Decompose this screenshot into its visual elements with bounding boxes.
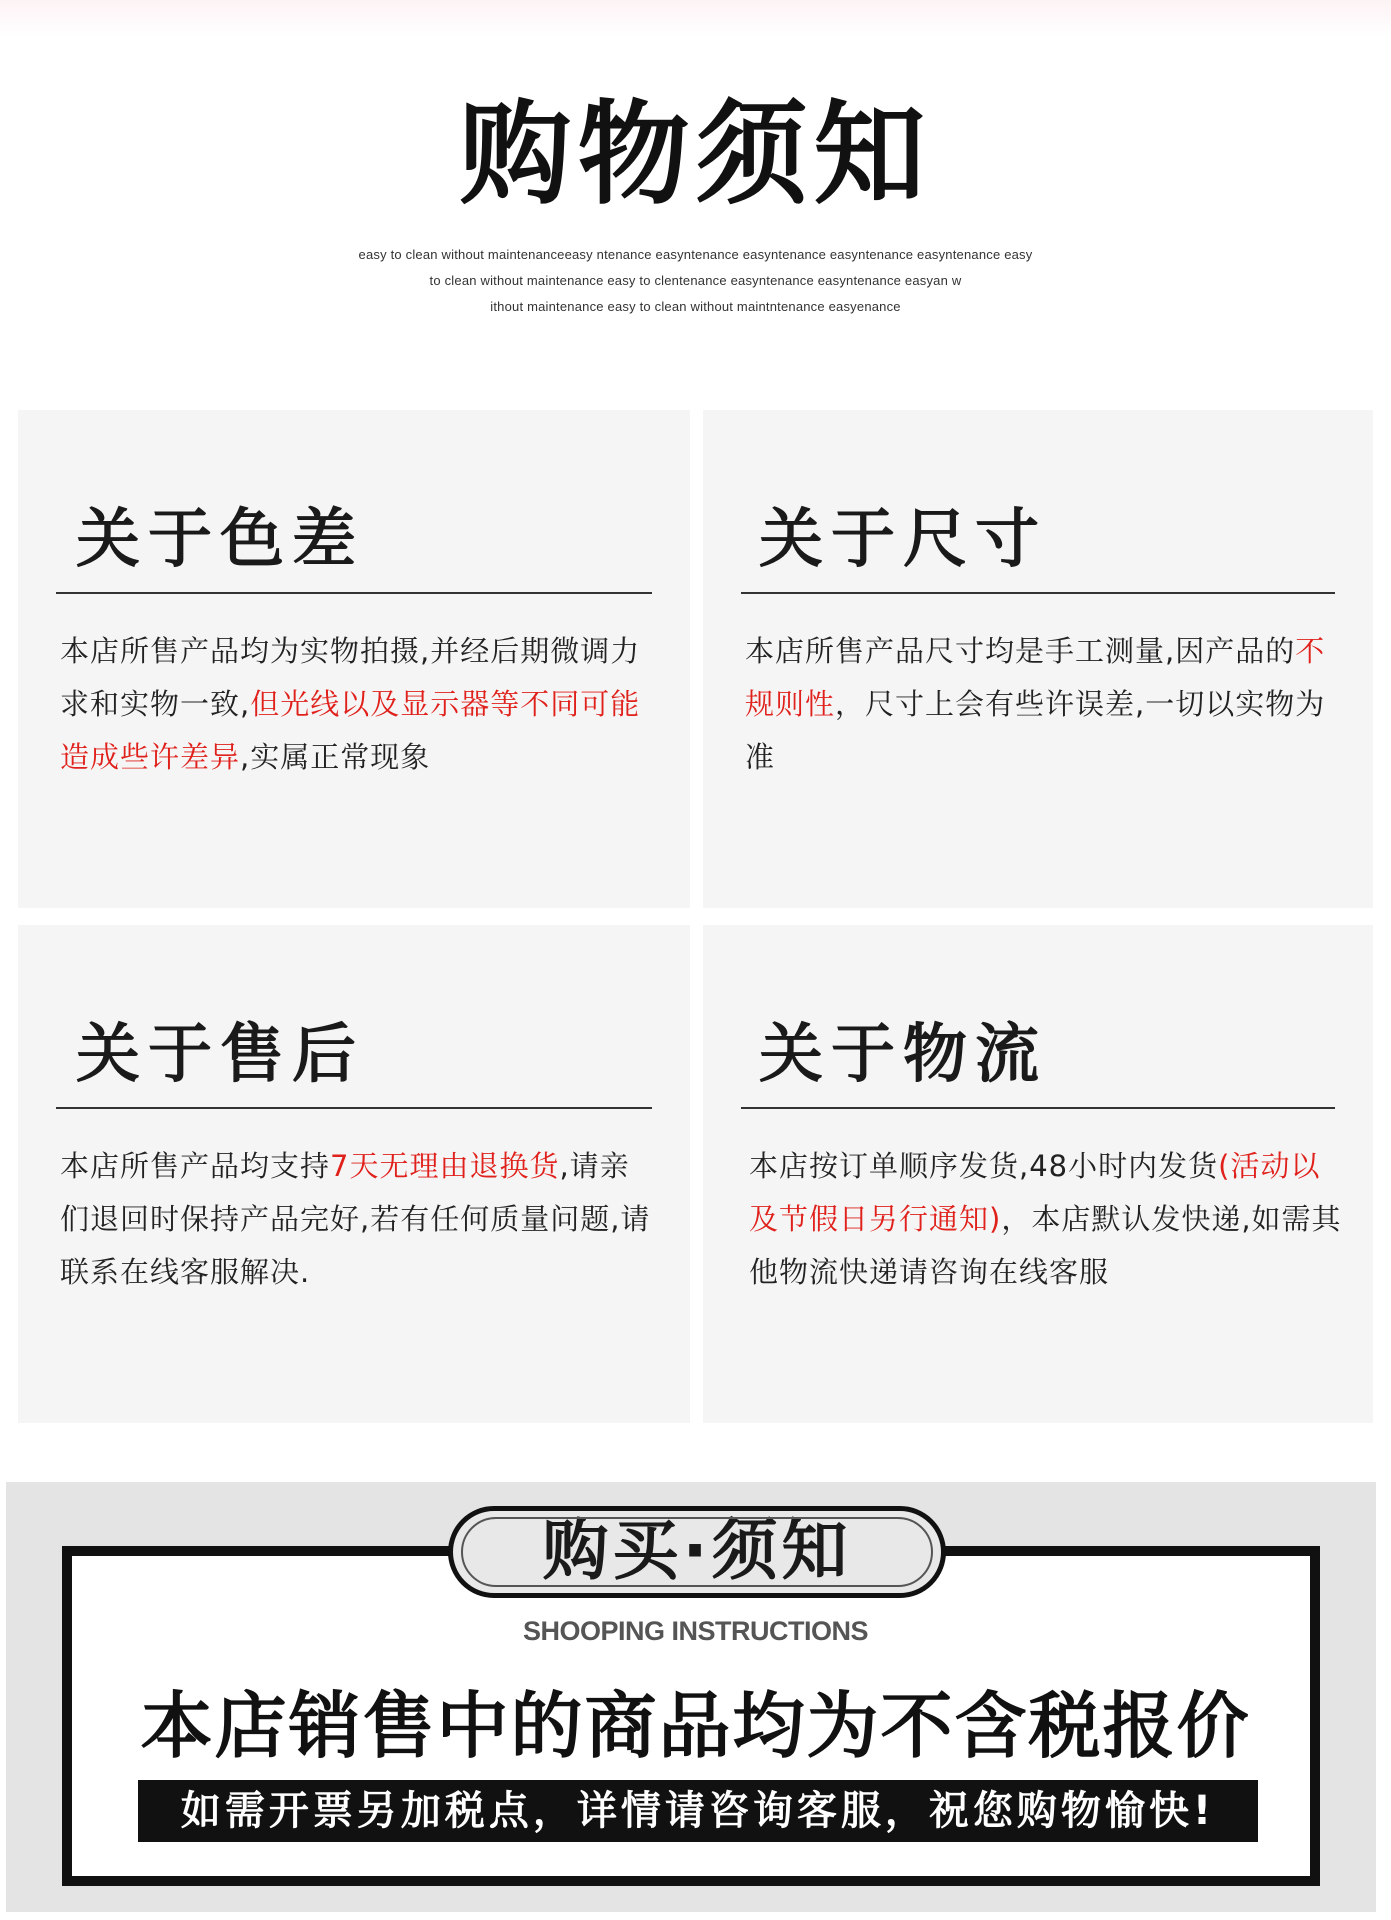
highlight-text: 7天无理由退换货 [330, 1149, 560, 1183]
card-logistics [703, 925, 1373, 1423]
highlight-text: (活动以及节假日另行通知) [749, 1149, 1321, 1236]
divider [56, 1107, 652, 1109]
subtitle-line-3: ithout maintenance easy to clean without maintntenance easyenance [490, 299, 901, 314]
highlight-text: 不规则性 [745, 634, 1326, 721]
card-title: 关于物流 [759, 1018, 1047, 1092]
card-after-sales [18, 925, 690, 1423]
card-body [60, 625, 656, 784]
card-title: 关于售后 [76, 1018, 364, 1092]
card-color-difference [18, 410, 690, 908]
divider [741, 592, 1335, 594]
badge-inner-border [461, 1517, 933, 1587]
body-text: 本店所售产品尺寸均是手工测量,因产品的 [745, 634, 1296, 668]
body-text: 本店按订单顺序发货,48小时内发货 [749, 1149, 1219, 1183]
card-body [749, 1140, 1343, 1299]
page-title: 购物须知 [459, 90, 932, 220]
subtitle-line-2: to clean without maintenance easy to clentenance easyntenance easyntenance easyan w [429, 273, 962, 288]
english-subtitle: SHOOPING INSTRUCTIONS [522, 1616, 869, 1646]
divider [741, 1107, 1335, 1109]
subtitle-line-1: easy to clean without maintenanceeasy ntenance easyntenance easyntenance easyntenance easyntenance easy [358, 247, 1033, 262]
card-title: 关于尺寸 [759, 503, 1047, 577]
purchase-notice-badge [448, 1506, 946, 1598]
highlight-text: 但光线以及显示器等不同可能造成些许差异 [60, 687, 641, 774]
card-title: 关于色差 [76, 503, 364, 577]
body-text: ，尺寸上会有些许误差,一切以实物为准 [745, 687, 1326, 774]
body-text: ,实属正常现象 [240, 740, 431, 774]
card-size [703, 410, 1373, 908]
body-text: ，本店默认发快递,如需其他物流快递请咨询在线客服 [749, 1202, 1342, 1289]
body-text: ,请亲们退回时保持产品完好,若有任何质量问题,请联系在线客服解决. [60, 1149, 651, 1289]
card-body [745, 625, 1339, 784]
badge-title: 购买·须知 [542, 1512, 852, 1589]
top-strip [0, 0, 1391, 36]
invoice-notice-bar: 如需开票另加税点，详情请咨询客服，祝您购物愉快! [138, 1780, 1258, 1842]
body-text: 本店所售产品均为实物拍摄,并经后期微调力求和实物一致, [60, 634, 641, 721]
tax-notice: 本店销售中的商品均为不含税报价 [140, 1684, 1251, 1768]
divider [56, 592, 652, 594]
body-text: 本店所售产品均支持 [60, 1149, 331, 1183]
card-body [60, 1140, 656, 1299]
